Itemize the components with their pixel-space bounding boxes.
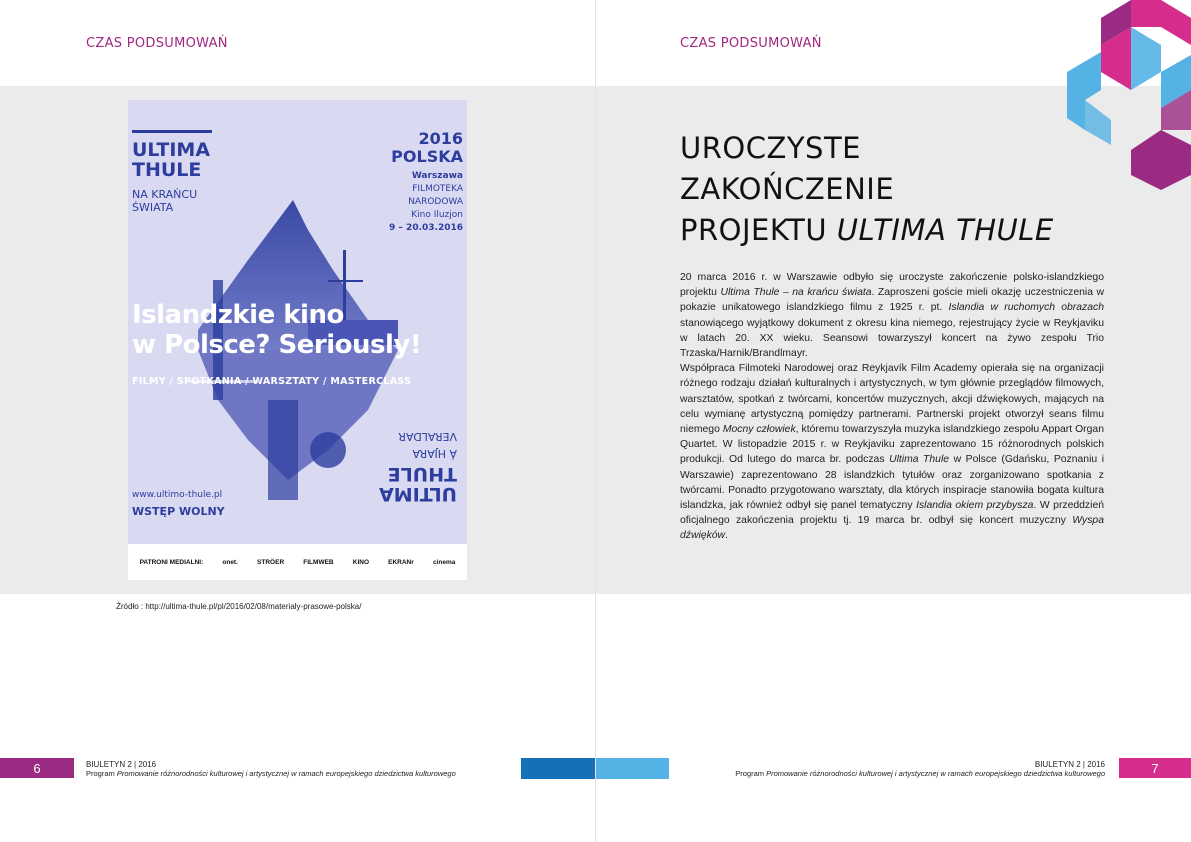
poster-sponsors [128,544,467,580]
article-body [680,270,1104,544]
paragraph-2: Współpraca Filmoteki Narodowej oraz Reykjavík Film Academy opierała się na organizacji różnego rodzaju działań kulturalnych i artystycznych, w tym głównie przeglądów filmowych, warsztatów, spotkań z twórcami, koncertów muzycznych, akcji dźwiękowych, mających na celu wymianę artystyczną pomiędzy partnerami. Partnerski projekt otworzył seans filmu niemego Mocny człowiek, któremu towarzyszyła muzyka islandzkiego zespołu Appart Organ Quartet. W listopadzie 2015 r. w Reykjaviku zaprezentowano 15 różnorodnych polskich produkcji. Od lutego do marca br. podczas Ultima Thule w Polsce (Gdańsku, Poznaniu i Warszawie) zaprezentowano 28 islandzkich tytułów oraz zorganizowano spotkania z twórcami. Ponadto przygotowano warsztaty, dla których inspiracje stanowiła bogata kultura islandzka, jak również odbył się panel tematyczny Islandia okiem przybysza. W przeddzień oficjalnego zakończenia projektu tj. 19 marca br. odbył się koncert muzyczny Wyspa dźwięków. [680,363,1105,542]
footer-text: BIULETYN 2 | 2016 Program Promowanie różnorodności kulturowej i artystycznej w ramach europejskiego dziedzictwa kulturowego [735,760,1105,778]
poster-mirrored-title: ULTIMA THULE Á HJARA VERALDAR [378,430,457,505]
sponsor-logo: onet. [222,558,238,566]
page-number: 6 [0,758,74,778]
poster-title: ULTIMA THULE [132,139,211,181]
section-label: CZAS PODSUMOWAŃ [86,36,228,51]
poster-headline: Islandzkie kino w Polsce? Seriously! [132,300,422,360]
sponsor-logo: cinema [432,558,456,566]
section-label: CZAS PODSUMOWAŃ [680,36,822,51]
poster-url: www.ultimo-thule.pl [132,490,223,500]
hexagon-decoration [1031,0,1191,190]
sponsor-logo: EKRANr [388,558,414,566]
image-source: Źródło : http://ultima-thule.pl/pl/2016/02/08/materialy-prasowe-polska/ [116,602,362,611]
sponsor-label: PATRONI MEDIALNI: [139,558,204,566]
sponsor-logo: KINO [352,558,369,566]
page-number: 7 [1119,758,1191,778]
paragraph-1: 20 marca 2016 r. w Warszawie odbyło się uroczyste zakończenie polsko-islandzkiego projektu Ultima Thule – na krańcu świata. Zaproszeni goście mieli okazję uczestniczenia w pokazie unikatowego islandzkiego filmu z 1925 r. pt. Islandia w ruchomych obrazach stanowiącego wyjątkowy dokument z okresu kina niemego, rejestrujący życie w Reykjaviku w latach 20. XX wieku. Seansowi towarzyszył koncert na żywo zespołu Trio Trzaska/Harnik/Brandlmayr. [680,272,1105,360]
poster-year: 2016 POLSKA [391,129,463,166]
poster-tags: FILMY / SPOTKANIA / WARSZTATY / MASTERCLASS [132,376,412,387]
sponsor-logo: STRÖER [257,558,285,566]
poster-free-entry: WSTĘP WOLNY [132,505,225,518]
footer-text: BIULETYN 2 | 2016 Program Promowanie różnorodności kulturowej i artystycznej w ramach europejskiego dziedzictwa kulturowego [86,760,456,778]
poster-logo-rule [132,130,212,133]
sponsor-logo: FILMWEB [303,558,334,566]
right-page [596,0,1191,842]
footer-bar-light-blue [596,758,669,779]
article-title: UROCZYSTE ZAKOŃCZENIE PROJEKTU ULTIMA THULE [680,131,1054,247]
event-poster [128,100,467,580]
footer-bar-dark-blue [521,758,595,779]
poster-subtitle: NA KRAŃCU ŚWIATA [132,188,198,214]
poster-venue: Warszawa FILMOTEKA NARODOWA Kino Iluzjon 9 – 20.03.2016 [389,171,463,233]
